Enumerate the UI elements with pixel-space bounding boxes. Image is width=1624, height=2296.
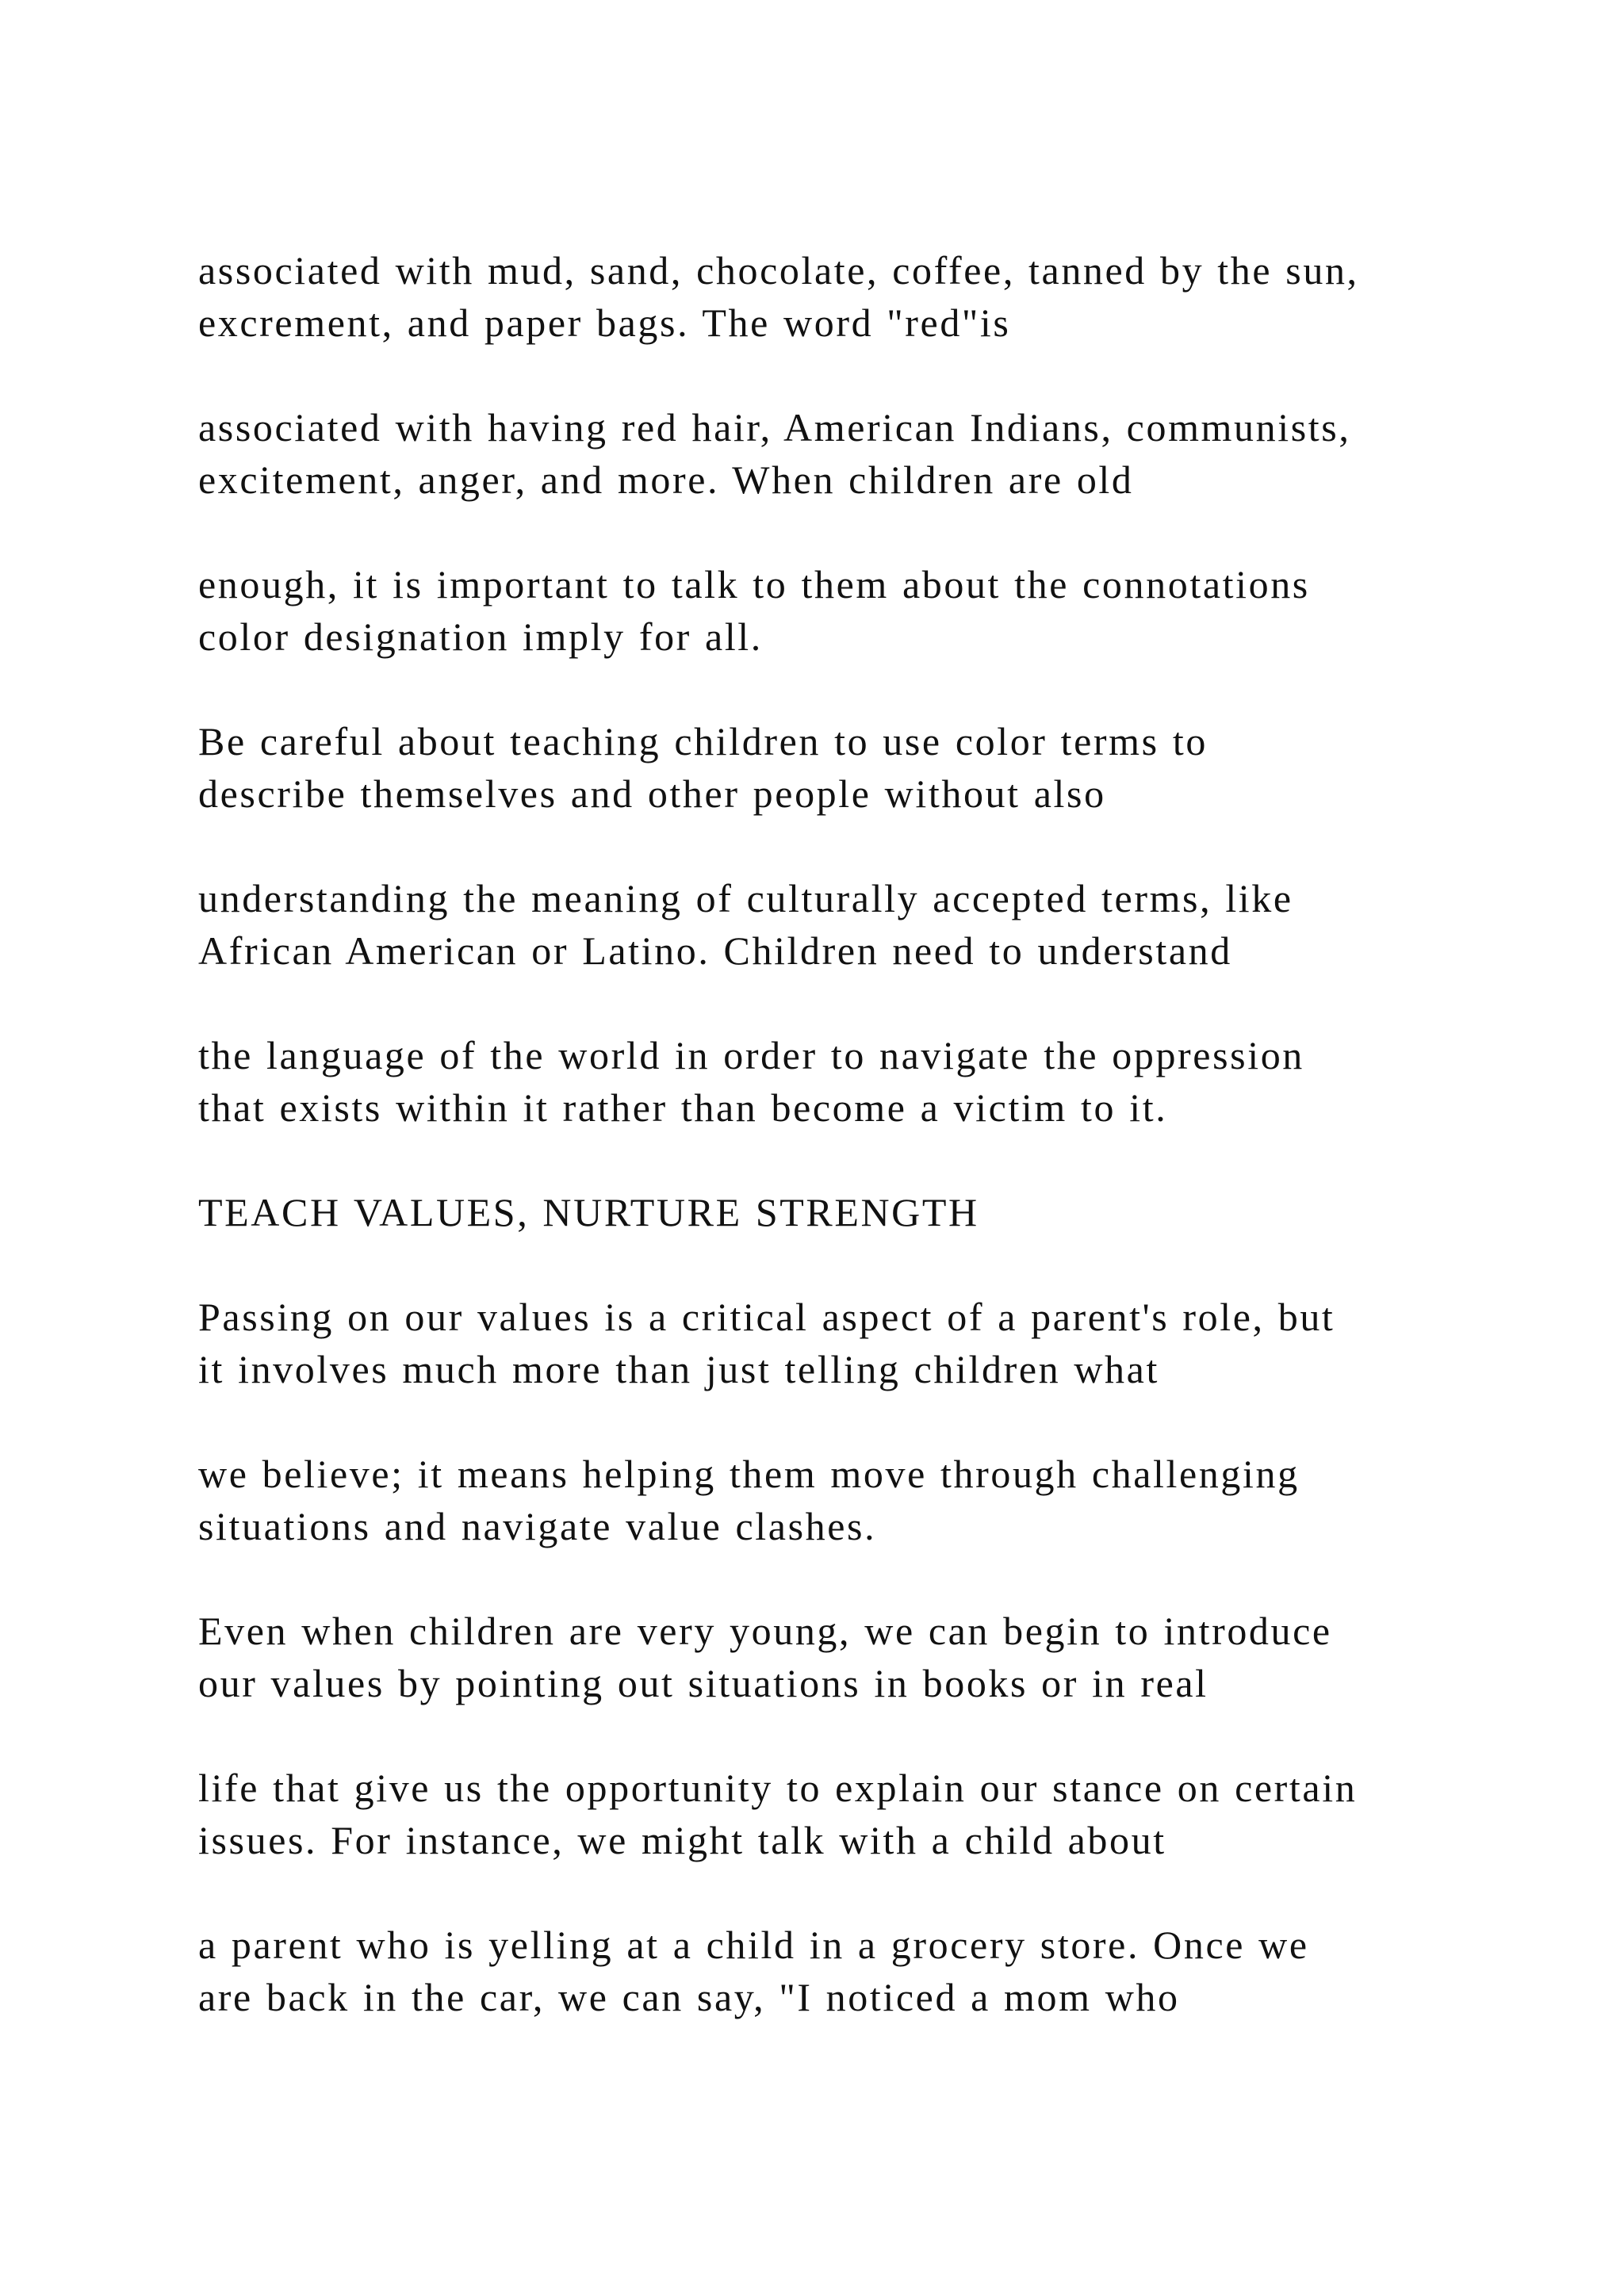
- text-line: Passing on our values is a critical aspect of a parent's role, but: [198, 1295, 1335, 1339]
- paragraph-4: [198, 715, 1507, 820]
- text-line: life that give us the opportunity to explain our stance on certain: [198, 1766, 1358, 1810]
- paragraph-6: [198, 1029, 1507, 1134]
- text-line: excitement, anger, and more. When children are old: [198, 457, 1134, 502]
- text-line: enough, it is important to talk to them about the connotations: [198, 562, 1310, 607]
- text-line: African American or Latino. Children need to understand: [198, 928, 1232, 973]
- text-line: a parent who is yelling at a child in a grocery store. Once we: [198, 1923, 1309, 1967]
- text-line: understanding the meaning of culturally accepted terms, like: [198, 876, 1293, 920]
- paragraph-11: [198, 1919, 1507, 2023]
- text-line: the language of the world in order to navigate the oppression: [198, 1033, 1304, 1077]
- text-line: issues. For instance, we might talk with a child about: [198, 1818, 1166, 1862]
- paragraph-3: [198, 558, 1507, 663]
- text-line: associated with having red hair, American Indians, communists,: [198, 405, 1351, 450]
- text-line: are back in the car, we can say, "I noticed a mom who: [198, 1975, 1180, 2019]
- paragraph-7: [198, 1291, 1507, 1395]
- text-line: our values by pointing out situations in books or in real: [198, 1661, 1208, 1705]
- text-line: color designation imply for all.: [198, 614, 763, 659]
- text-line: describe themselves and other people without also: [198, 771, 1106, 816]
- text-line: Even when children are very young, we can begin to introduce: [198, 1609, 1332, 1653]
- paragraph-8: [198, 1448, 1507, 1552]
- section-heading-text: TEACH VALUES, NURTURE STRENGTH: [198, 1190, 979, 1234]
- text-line: Be careful about teaching children to use color terms to: [198, 719, 1208, 763]
- paragraph-2: [198, 401, 1507, 506]
- text-line: excrement, and paper bags. The word "red"is: [198, 300, 1011, 345]
- text-line: situations and navigate value clashes.: [198, 1504, 877, 1548]
- document-body: [198, 244, 1507, 2076]
- paragraph-9: [198, 1605, 1507, 1709]
- paragraph-10: [198, 1762, 1507, 1866]
- paragraph-5: [198, 872, 1507, 977]
- text-line: we believe; it means helping them move through challenging: [198, 1452, 1300, 1496]
- text-line: it involves much more than just telling children what: [198, 1347, 1159, 1391]
- section-heading: [198, 1186, 1507, 1238]
- text-line: that exists within it rather than become a victim to it.: [198, 1085, 1168, 1130]
- text-line: associated with mud, sand, chocolate, coffee, tanned by the sun,: [198, 248, 1359, 293]
- paragraph-1: [198, 244, 1507, 349]
